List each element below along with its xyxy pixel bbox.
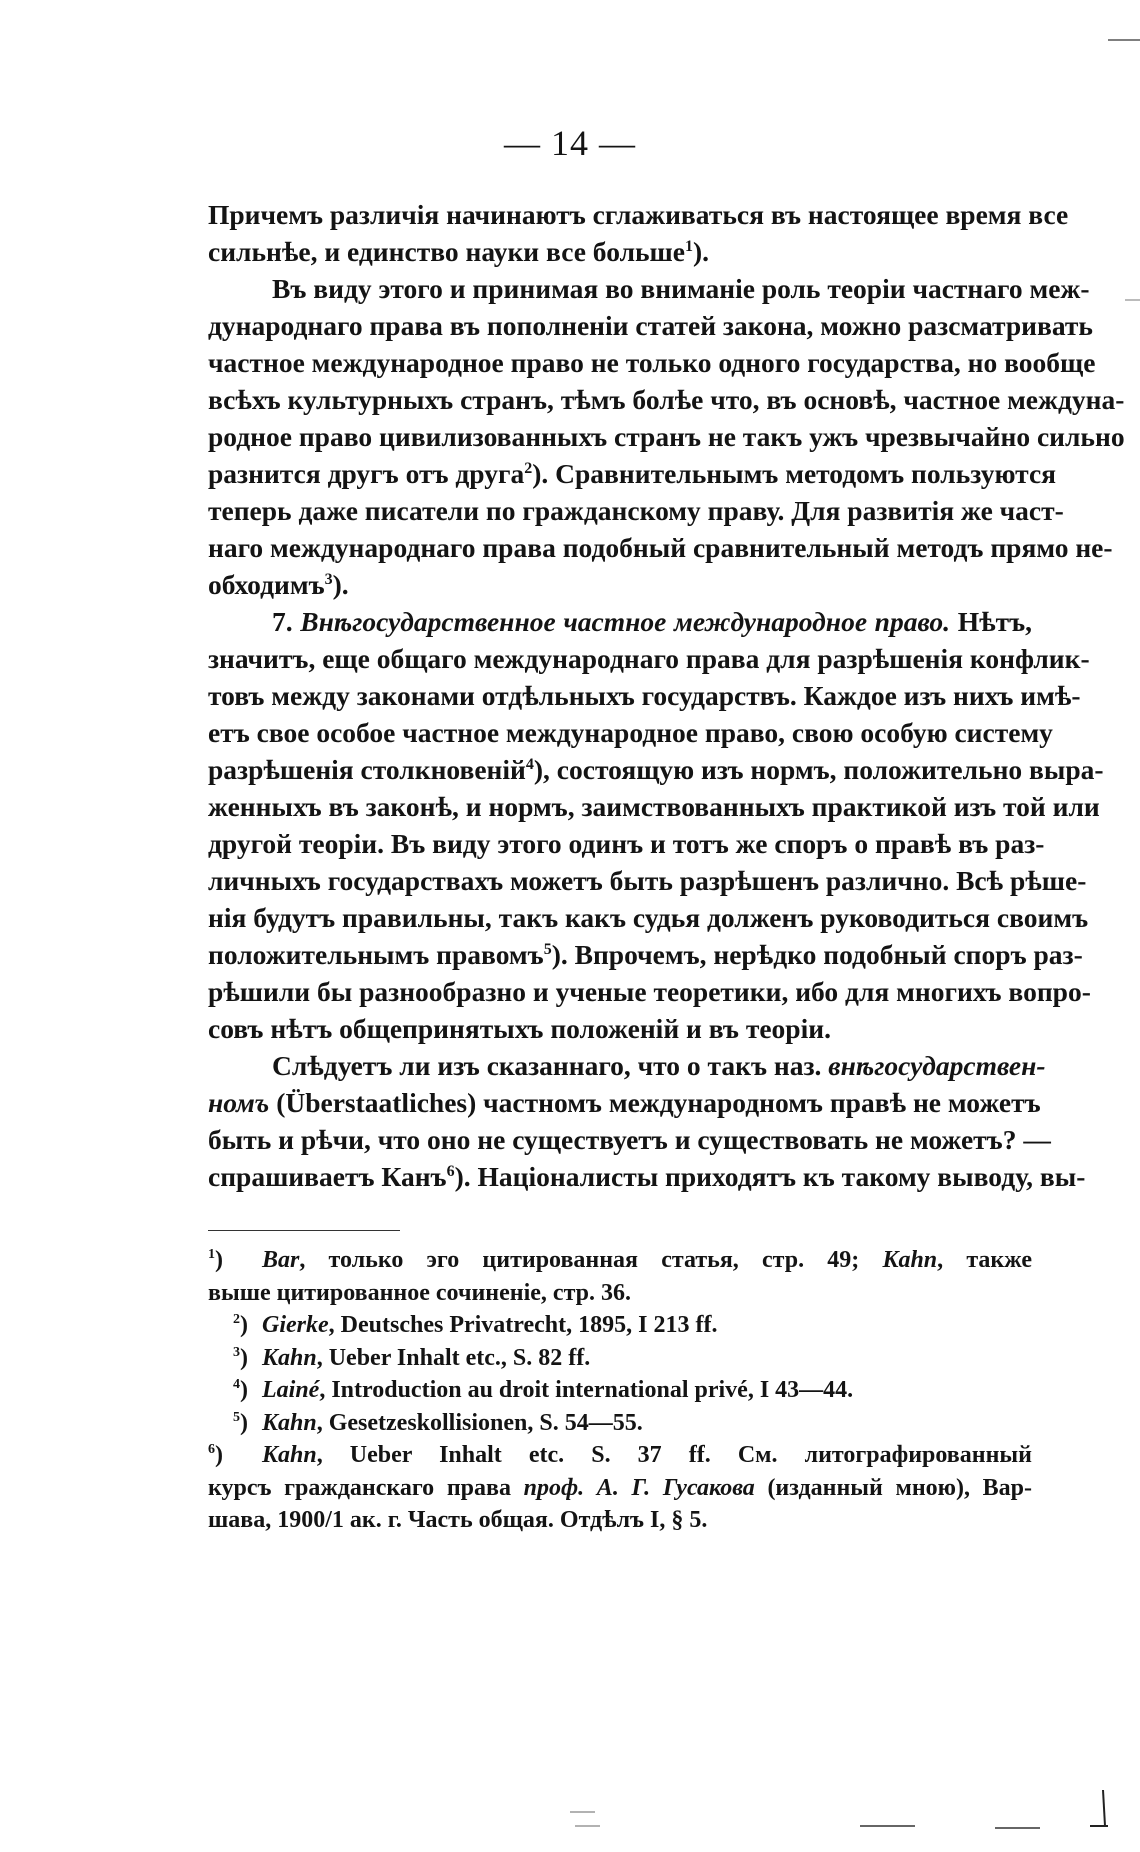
text-line: личныхъ государствахъ можетъ быть разрѣшенъ различно. Всѣ рѣше- bbox=[208, 865, 1087, 896]
footnote-6-continuation: курсъ гражданскаго права проф. А. Г. Гусакова (изданный мною), Вар- bbox=[208, 1474, 1032, 1501]
text-line: совъ нѣтъ общепринятыхъ положеній и въ теоріи. bbox=[208, 1013, 831, 1044]
footnote-mark: $^5$) bbox=[233, 1409, 248, 1436]
footnote-ref[interactable]: 4 bbox=[525, 755, 534, 773]
text-line: Слѣдуетъ ли изъ сказаннаго, что о такъ наз. внѣгосударствен- bbox=[272, 1050, 1046, 1081]
footnote-1: $^1$) Bar, только эго цитированная статья, стр. 49; Kahn, также bbox=[208, 1244, 1032, 1277]
section-title: Внѣгосударственное частное международное право. bbox=[300, 606, 951, 637]
footnote-1-continuation: выше цитированное сочиненіе, стр. 36. bbox=[208, 1279, 632, 1306]
text-line: положительнымъ правомъ$^5$). Впрочемъ, нерѣдко подобный споръ раз- bbox=[208, 939, 1083, 970]
footnote-5: $^5$) Kahn, Gesetzeskollisionen, S. 54—55. bbox=[208, 1407, 1032, 1440]
text-line: быть и рѣчи, что оно не существуетъ и существовать не можетъ? — bbox=[208, 1124, 1051, 1155]
footnote-ref[interactable]: 5 bbox=[543, 940, 552, 958]
footnote-ref[interactable]: 3 bbox=[324, 570, 333, 588]
text-line: разнится другъ отъ друга$^2$). Сравнительнымъ методомъ пользуются bbox=[208, 458, 1057, 489]
text-line: всѣхъ культурныхъ странъ, тѣмъ болѣе что, въ основѣ, частное междуна- bbox=[208, 384, 1125, 415]
footnote-mark: $^1$) bbox=[208, 1247, 223, 1273]
text-line: Причемъ различія начинаютъ сглаживаться въ настоящее время все bbox=[208, 199, 1069, 230]
text-line: сильнѣе, и единство науки все больше$^1$). bbox=[208, 236, 710, 267]
text-line: частное международное право не только одного государства, но вообще bbox=[208, 347, 1096, 378]
text-line: спрашиваетъ Канъ$^6$). Націоналисты приходятъ къ такому выводу, вы- bbox=[208, 1161, 1086, 1192]
page-number: — 14 — bbox=[504, 123, 636, 163]
scan-mark bbox=[1103, 1790, 1105, 1826]
footnote-6-continuation: шава, 1900/1 ак. г. Часть общая. Отдѣлъ I, § 5. bbox=[208, 1507, 708, 1533]
footnote-ref[interactable]: 2 bbox=[524, 459, 533, 477]
footnote-6: $^6$) Kahn, Ueber Inhalt etc. S. 37 ff. См. литографированный bbox=[208, 1439, 1032, 1472]
text-line: дународнаго права въ пополненіи статей закона, можно разсматривать bbox=[208, 310, 1093, 341]
text-line: Въ виду этого и принимая во вниманіе роль теоріи частнаго меж- bbox=[272, 273, 1090, 304]
section-number: 7. bbox=[272, 606, 293, 637]
text-line: родное право цивилизованныхъ странъ не такъ ужъ чрезвычайно сильно bbox=[208, 421, 1125, 452]
footnote-mark: $^6$) bbox=[208, 1442, 223, 1468]
text-line: наго международнаго права подобный сравнительный методъ прямо не- bbox=[208, 532, 1113, 563]
footnote-mark: $^4$) bbox=[233, 1377, 248, 1403]
section-heading-line: 7. Внѣгосударственное частное международное право. Нѣтъ, bbox=[272, 606, 1032, 637]
text-line: обходимъ$^3$). bbox=[208, 569, 349, 600]
text-line: разрѣшенія столкновеній$^4$), состоящую изъ нормъ, положительно выра- bbox=[208, 754, 1104, 785]
footnote-divider bbox=[208, 1230, 400, 1231]
text-line: етъ свое особое частное международное право, свою особую систему bbox=[208, 717, 1053, 748]
footnotes bbox=[208, 1244, 1032, 1537]
footnote-ref[interactable]: 6 bbox=[446, 1162, 455, 1180]
footnote-4: $^4$) Lainé, Introduction au droit international privé, I 43—44. bbox=[208, 1374, 1032, 1407]
text-line: теперь даже писатели по гражданскому праву. Для развитія же част- bbox=[208, 495, 1064, 526]
text-line: другой теоріи. Въ виду этого одинъ и тотъ же споръ о правѣ въ раз- bbox=[208, 828, 1045, 859]
footnote-mark: $^2$) bbox=[233, 1312, 248, 1338]
footnote-3: $^3$) Kahn, Ueber Inhalt etc., S. 82 ff. bbox=[208, 1342, 1032, 1375]
text-line: товъ между законами отдѣльныхъ государствъ. Каждое изъ нихъ имѣ- bbox=[208, 680, 1081, 711]
footnote-ref[interactable]: 1 bbox=[684, 237, 693, 255]
footnote-mark: $^3$) bbox=[233, 1344, 248, 1371]
footnote-2: $^2$) Gierke, Deutsches Privatrecht, 1895, I 213 ff. bbox=[208, 1309, 1032, 1342]
text-line: значитъ, еще общаго международнаго права для разрѣшенія конфлик- bbox=[208, 643, 1090, 674]
text-line: нія будутъ правильны, такъ какъ судья долженъ руководиться своимъ bbox=[208, 902, 1089, 933]
main-text bbox=[208, 196, 1125, 1195]
text-line: женныхъ въ законѣ, и нормъ, заимствованныхъ практикой изъ той или bbox=[208, 791, 1100, 822]
text-line: рѣшили бы разнообразно и ученые теоретики, ибо для многихъ вопро- bbox=[208, 976, 1091, 1007]
text-line: номъ (Überstaatliches) частномъ международномъ правѣ не можетъ bbox=[208, 1087, 1041, 1118]
